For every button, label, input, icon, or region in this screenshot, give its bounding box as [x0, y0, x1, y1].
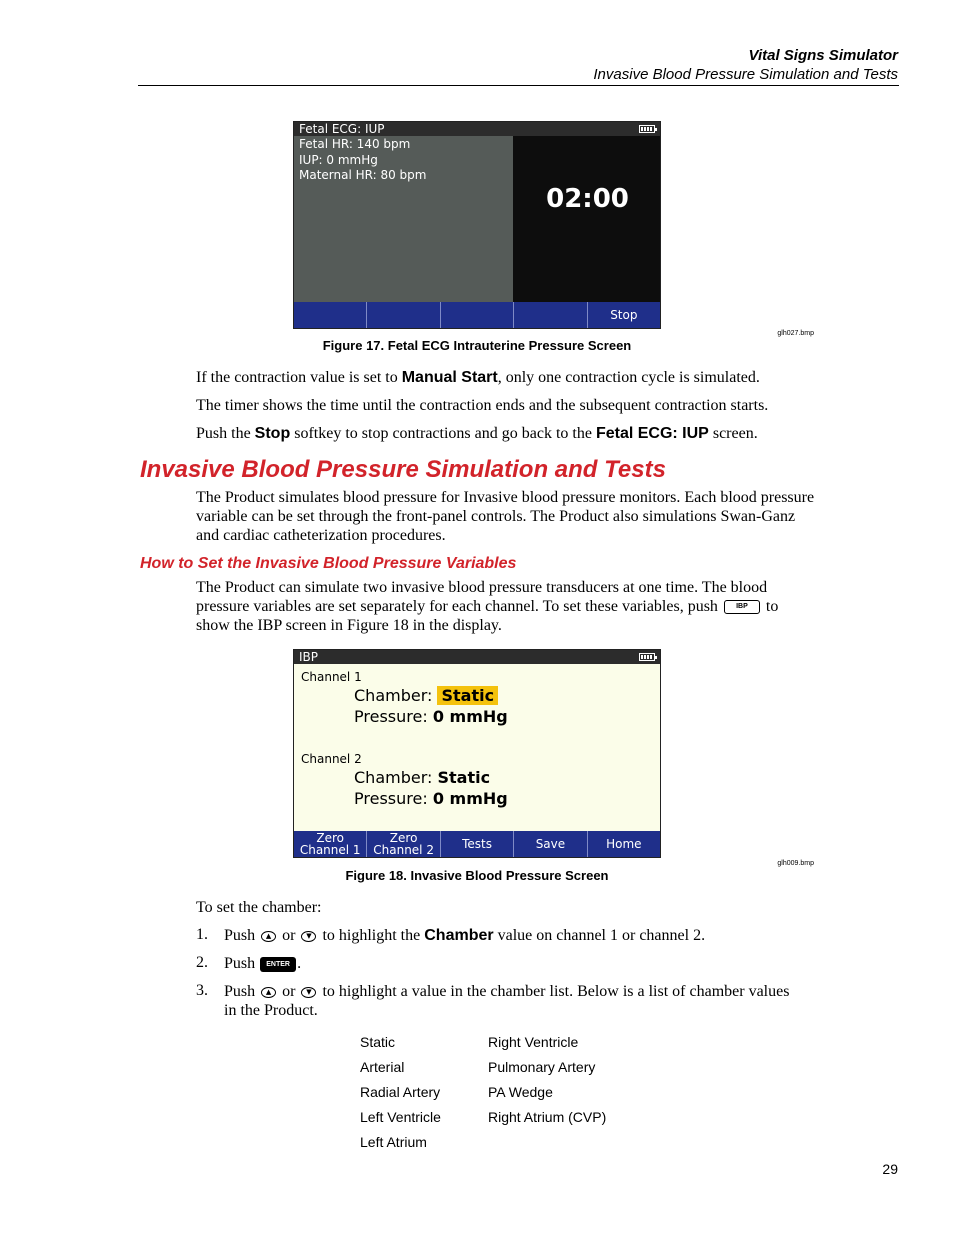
softkey-bar [294, 831, 660, 857]
figure-18-image-id: glh009.bmp [777, 860, 814, 867]
channel-1-pressure-value: 0 mmHg [432, 707, 508, 726]
contraction-timer-panel [513, 136, 661, 304]
softkey-line: Channel 1 [299, 843, 361, 857]
chamber-list-item: Static [360, 1034, 396, 1050]
para1-text: If the contraction value is set to [196, 369, 402, 386]
stop-term: Stop [254, 425, 291, 442]
fetal-readings-panel [294, 136, 513, 304]
running-header-title: Vital Signs Simulator [748, 47, 898, 64]
subsection-text-end: to show the IBP screen in Figure 18 in the display. [196, 598, 779, 634]
chamber-list-item: Left Atrium [360, 1134, 427, 1150]
step-text: value on channel 1 or channel 2. [493, 927, 706, 944]
chamber-list-item: Arterial [360, 1059, 405, 1075]
battery-icon [639, 653, 655, 661]
ibp-key-icon: IBP [724, 600, 760, 614]
section-heading: Invasive Blood Pressure Simulation and Tests [140, 456, 666, 483]
chamber-list-item: Left Ventricle [360, 1109, 441, 1125]
step-text: or [282, 927, 296, 944]
pressure-label: Pressure: [354, 707, 428, 726]
home-softkey[interactable]: Home [606, 837, 642, 851]
para3-text-end: screen. [708, 425, 758, 442]
para1-text-end: , only one contraction cycle is simulated. [497, 369, 760, 386]
screen-title: Fetal ECG: IUP [299, 122, 385, 136]
page-number: 29 [882, 1161, 898, 1177]
channel-2-pressure-row[interactable] [354, 789, 508, 808]
para3-text-mid: softkey to stop contractions and go back to the [290, 425, 596, 442]
chamber-list-item: Radial Artery [360, 1084, 441, 1100]
step-1-number: 1. [196, 926, 208, 943]
steps-intro: To set the chamber: [196, 899, 322, 916]
step-text: to highlight the [322, 927, 425, 944]
figure-18-caption: Figure 18. Invasive Blood Pressure Screen [345, 868, 609, 883]
figure-17-caption: Figure 17. Fetal ECG Intrauterine Pressure Screen [322, 338, 632, 353]
softkey-1[interactable] [294, 302, 367, 328]
channel-1-chamber-value[interactable]: Static [437, 686, 498, 705]
running-header-subtitle: Invasive Blood Pressure Simulation and Tests [593, 66, 898, 83]
step-2-text [224, 954, 804, 973]
softkey-3[interactable] [441, 302, 514, 328]
softkey-4[interactable] [514, 302, 587, 328]
channel-2-label: Channel 2 [301, 752, 362, 766]
subsection-paragraph [196, 578, 816, 635]
timer-paragraph: The timer shows the time until the contraction ends and the subsequent contraction starts. [196, 397, 769, 414]
chamber-label: Chamber: [354, 768, 433, 787]
step-text: Push [224, 983, 256, 1000]
enter-key-icon: ENTER [260, 957, 296, 972]
maternal-hr-readout: Maternal HR: 80 bpm [299, 168, 427, 182]
stop-paragraph [196, 424, 836, 443]
step-3-number: 3. [196, 982, 208, 999]
step-text: or [282, 983, 296, 1000]
para3-text: Push the [196, 425, 255, 442]
channel-2-pressure-value: 0 mmHg [432, 789, 508, 808]
section-intro-paragraph: The Product simulates blood pressure for Invasive blood pressure monitors. Each blood pressure variable can be set through the front-panel controls. The Product also simulations Swan-Ganz and cardiac catheterization procedures. [196, 489, 815, 544]
down-arrow-key-icon: ▼ [301, 987, 316, 998]
zero-channel-2-softkey[interactable] [367, 831, 440, 857]
chamber-label: Chamber: [354, 686, 433, 705]
chamber-list-item: Pulmonary Artery [488, 1059, 596, 1075]
softkey-line: Zero [389, 831, 418, 845]
chamber-list-item: Right Ventricle [488, 1034, 579, 1050]
channel-1-chamber-row[interactable] [354, 686, 498, 705]
screen-title-bar [294, 122, 660, 136]
header-rule [138, 85, 899, 86]
channel-1-pressure-row[interactable] [354, 707, 508, 726]
channel-2-chamber-row[interactable] [354, 768, 490, 787]
figure-17-image-id: glh027.bmp [777, 330, 814, 337]
softkey-line: Channel 2 [373, 843, 434, 857]
step-3-text [224, 982, 804, 1020]
softkey-bar [294, 302, 660, 328]
contraction-timer: 02:00 [546, 184, 629, 214]
step-text: to highlight a value in the chamber list. Below is a list of chamber values in the Product. [224, 983, 790, 1019]
manual-start-paragraph [196, 368, 836, 387]
battery-icon [639, 125, 655, 133]
channel-1-label: Channel 1 [301, 670, 362, 684]
step-2-number: 2. [196, 954, 208, 971]
step-text: Push [224, 955, 256, 972]
manual-start-term: Manual Start [401, 369, 498, 386]
chamber-list-item: Right Atrium (CVP) [488, 1109, 607, 1125]
step-text: Push [224, 927, 256, 944]
ibp-screen [293, 649, 661, 858]
channel-2-chamber-value[interactable]: Static [437, 768, 491, 787]
softkey-2[interactable] [367, 302, 440, 328]
screen-title: IBP [299, 650, 319, 664]
pressure-label: Pressure: [354, 789, 428, 808]
softkey-line: Zero [316, 831, 345, 845]
stop-softkey[interactable]: Stop [610, 308, 638, 322]
up-arrow-key-icon: ▲ [261, 987, 276, 998]
down-arrow-key-icon: ▼ [301, 931, 316, 942]
zero-channel-1-softkey[interactable] [294, 831, 367, 857]
step-1-text [224, 926, 804, 945]
fetal-ecg-iup-screen [293, 121, 661, 329]
chamber-list-item: PA Wedge [488, 1084, 553, 1100]
save-softkey[interactable]: Save [514, 831, 587, 857]
subsection-text: The Product can simulate two invasive blood pressure transducers at one time. The blood pressure variables are set separately for each channel. To set these variables, push [196, 579, 768, 615]
up-arrow-key-icon: ▲ [261, 931, 276, 942]
tests-softkey[interactable]: Tests [441, 831, 514, 857]
step-text: . [297, 955, 302, 972]
iup-readout: IUP: 0 mmHg [299, 152, 378, 167]
subsection-heading: How to Set the Invasive Blood Pressure Variables [140, 555, 517, 572]
fetal-hr-readout: Fetal HR: 140 bpm [299, 137, 411, 151]
fetal-ecg-iup-term: Fetal ECG: IUP [595, 425, 709, 442]
screen-title-bar [294, 650, 660, 664]
chamber-term: Chamber [424, 927, 494, 944]
